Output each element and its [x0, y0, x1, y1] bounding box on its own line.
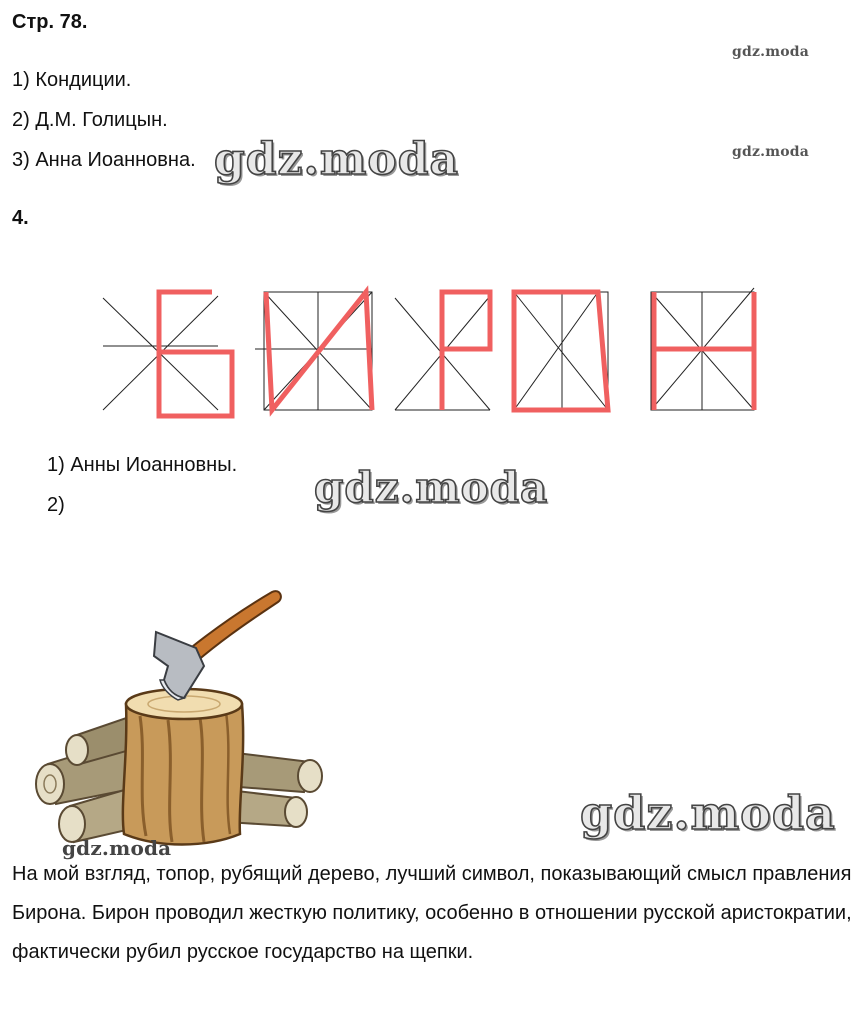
watermark-logo: gdz.moda — [732, 144, 810, 160]
axe-stump-illustration — [28, 586, 328, 856]
subanswer-item-2: 2) — [47, 494, 65, 516]
answer-item-2: 2) Д.М. Голицын. — [12, 109, 168, 131]
highlighted-letters — [159, 292, 754, 416]
explanation-paragraph: На мой взгляд, топор, рубящий дерево, лучший символ, показывающий смысл правления Бирона. Бирон проводил жесткую политику, особенно в отношении русской аристократии, фактически рубил русское государство на щепки. — [12, 863, 852, 963]
answer-item-1: 1) Кондиции. — [12, 69, 132, 91]
letter-grid-figure — [0, 270, 864, 430]
page-title: Стр. 78. — [12, 11, 88, 33]
axe — [154, 591, 281, 700]
watermark-logo: gdz.moda — [214, 134, 460, 185]
watermark-logo: gdz.moda — [314, 463, 549, 512]
letter-be-stroke — [159, 292, 232, 416]
watermark-logo: gdz.moda — [732, 44, 810, 60]
watermark-logo: gdz.moda — [62, 836, 172, 860]
watermark-logo: gdz.moda — [580, 786, 836, 840]
task-number: 4. — [12, 207, 29, 229]
answer-item-3: 3) Анна Иоанновна. — [12, 149, 196, 171]
subanswer-item-1: 1) Анны Иоанновны. — [47, 454, 238, 476]
tree-stump — [123, 689, 243, 845]
letter-er-stroke — [442, 292, 490, 410]
